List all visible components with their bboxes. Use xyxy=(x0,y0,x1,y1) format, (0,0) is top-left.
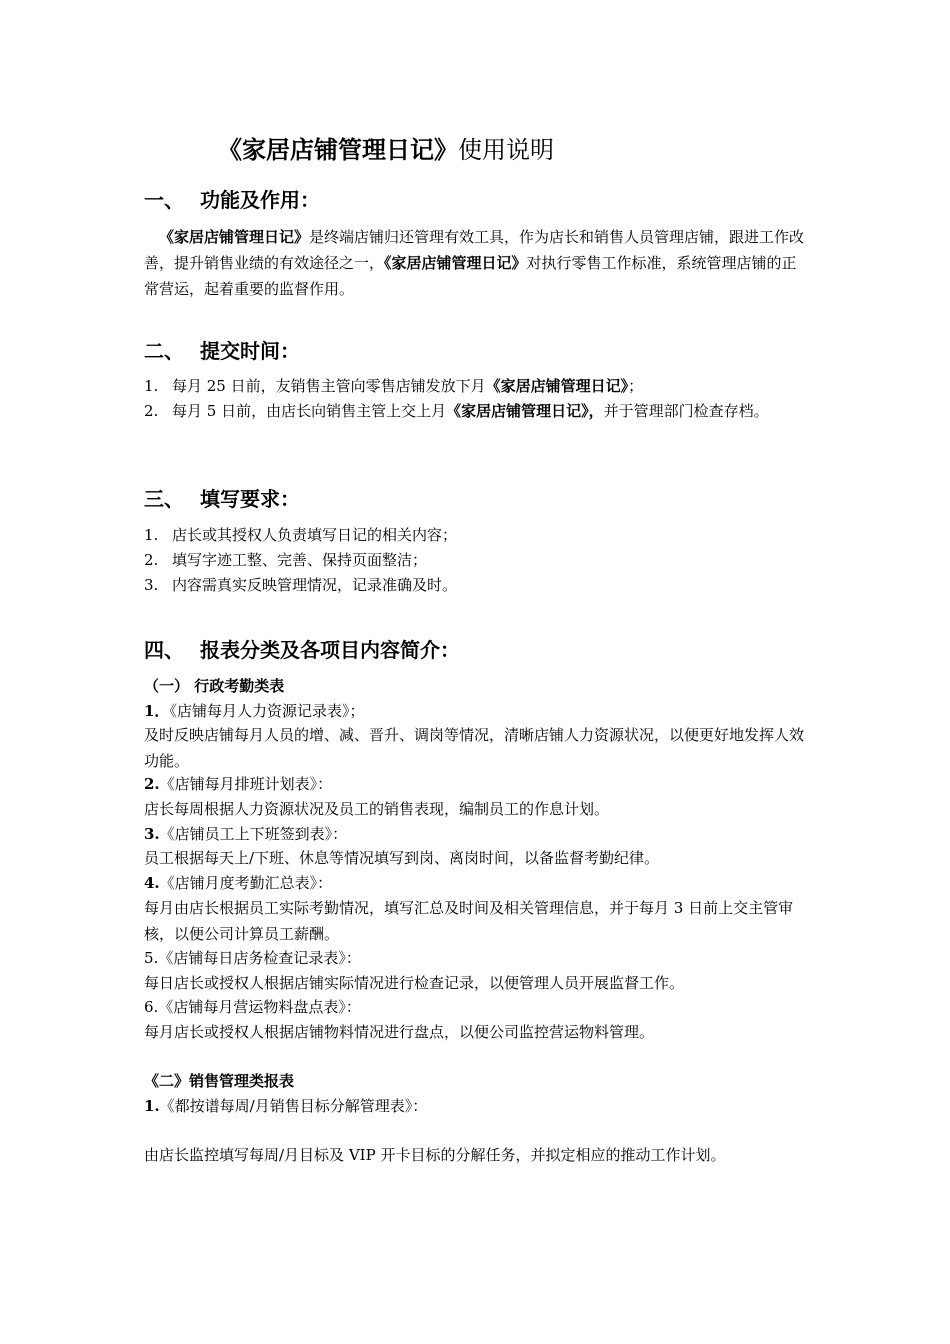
report-title: 4.《店铺月度考勤汇总表》： xyxy=(144,874,333,892)
section-2-item: 1. 每月 25 日前，友销售主管向零售店铺发放下月《家居店铺管理日记》； xyxy=(144,377,644,395)
report-title: 1.《都按谱每周/月销售目标分解管理表》： xyxy=(144,1097,428,1115)
title-rest: 使用说明 xyxy=(458,136,554,164)
document-title xyxy=(218,133,554,167)
section-1-heading: 一、 功能及作用： xyxy=(144,188,320,212)
section-4-heading: 四、 报表分类及各项目内容简介： xyxy=(144,638,460,662)
title-bold: 《家居店铺管理日记》 xyxy=(218,136,458,164)
report-description: 每月由店长根据员工实际考勤情况，填写汇总及时间及相关管理信息，并于每月 3 日前上交主管审核，以便公司计算员工薪酬。 xyxy=(144,899,794,943)
subsection-2-heading: 《二》销售管理类报表 xyxy=(144,1072,295,1090)
report-title: 5.《店铺每日店务检查记录表》： xyxy=(144,949,361,967)
section-3-heading: 三、 填写要求： xyxy=(144,487,300,511)
report-title: 3.《店铺员工上下班签到表》： xyxy=(144,825,348,843)
section-1-paragraph: 《家居店铺管理日记》是终端店铺归还管理有效工具，作为店长和销售人员管理店铺，跟进工作改善，提升销售业绩的有效途径之一，《家居店铺管理日记》对执行零售工作标准，系统管理店铺的正常营运，起着重要的监督作用。 xyxy=(144,228,805,298)
report-title: 6.《店铺每月营运物料盘点表》： xyxy=(144,998,361,1016)
report-title: 2.《店铺每月排班计划表》： xyxy=(144,775,333,793)
section-3-item: 1. 店长或其授权人负责填写日记的相关内容； xyxy=(144,526,458,544)
report-description: 店长每周根据人力资源状况及员工的销售表现，编制员工的作息计划。 xyxy=(144,800,610,818)
report-title: 1．《店铺每月人力资源记录表》； xyxy=(144,702,365,720)
report-description: 每月店长或授权人根据店铺物料情况进行盘点，以便公司监控营运物料管理。 xyxy=(144,1023,655,1041)
section-3-item: 3. 内容需真实反映管理情况，记录准确及时。 xyxy=(144,576,458,594)
section-2-item: 2. 每月 5 日前，由店长向销售主管上交上月《家居店铺管理日记》，并于管理部门检查存档。 xyxy=(144,402,769,420)
report-description: 由店长监控填写每周/月目标及 VIP 开卡目标的分解任务，并拟定相应的推动工作计划。 xyxy=(144,1146,726,1164)
report-description: 每日店长或授权人根据店铺实际情况进行检查记录，以便管理人员开展监督工作。 xyxy=(144,974,685,992)
section-3-item: 2. 填写字迹工整、完善、保持页面整洁； xyxy=(144,551,428,569)
section-2-heading: 二、 提交时间： xyxy=(144,339,300,363)
report-description: 员工根据每天上/下班、休息等情况填写到岗、离岗时间，以备监督考勤纪律。 xyxy=(144,849,660,867)
subsection-1-heading: （一） 行政考勤类表 xyxy=(144,677,285,695)
report-description: 及时反映店铺每月人员的增、减、晋升、调岗等情况，清晰店铺人力资源状况，以便更好地发挥人效功能。 xyxy=(144,726,805,770)
